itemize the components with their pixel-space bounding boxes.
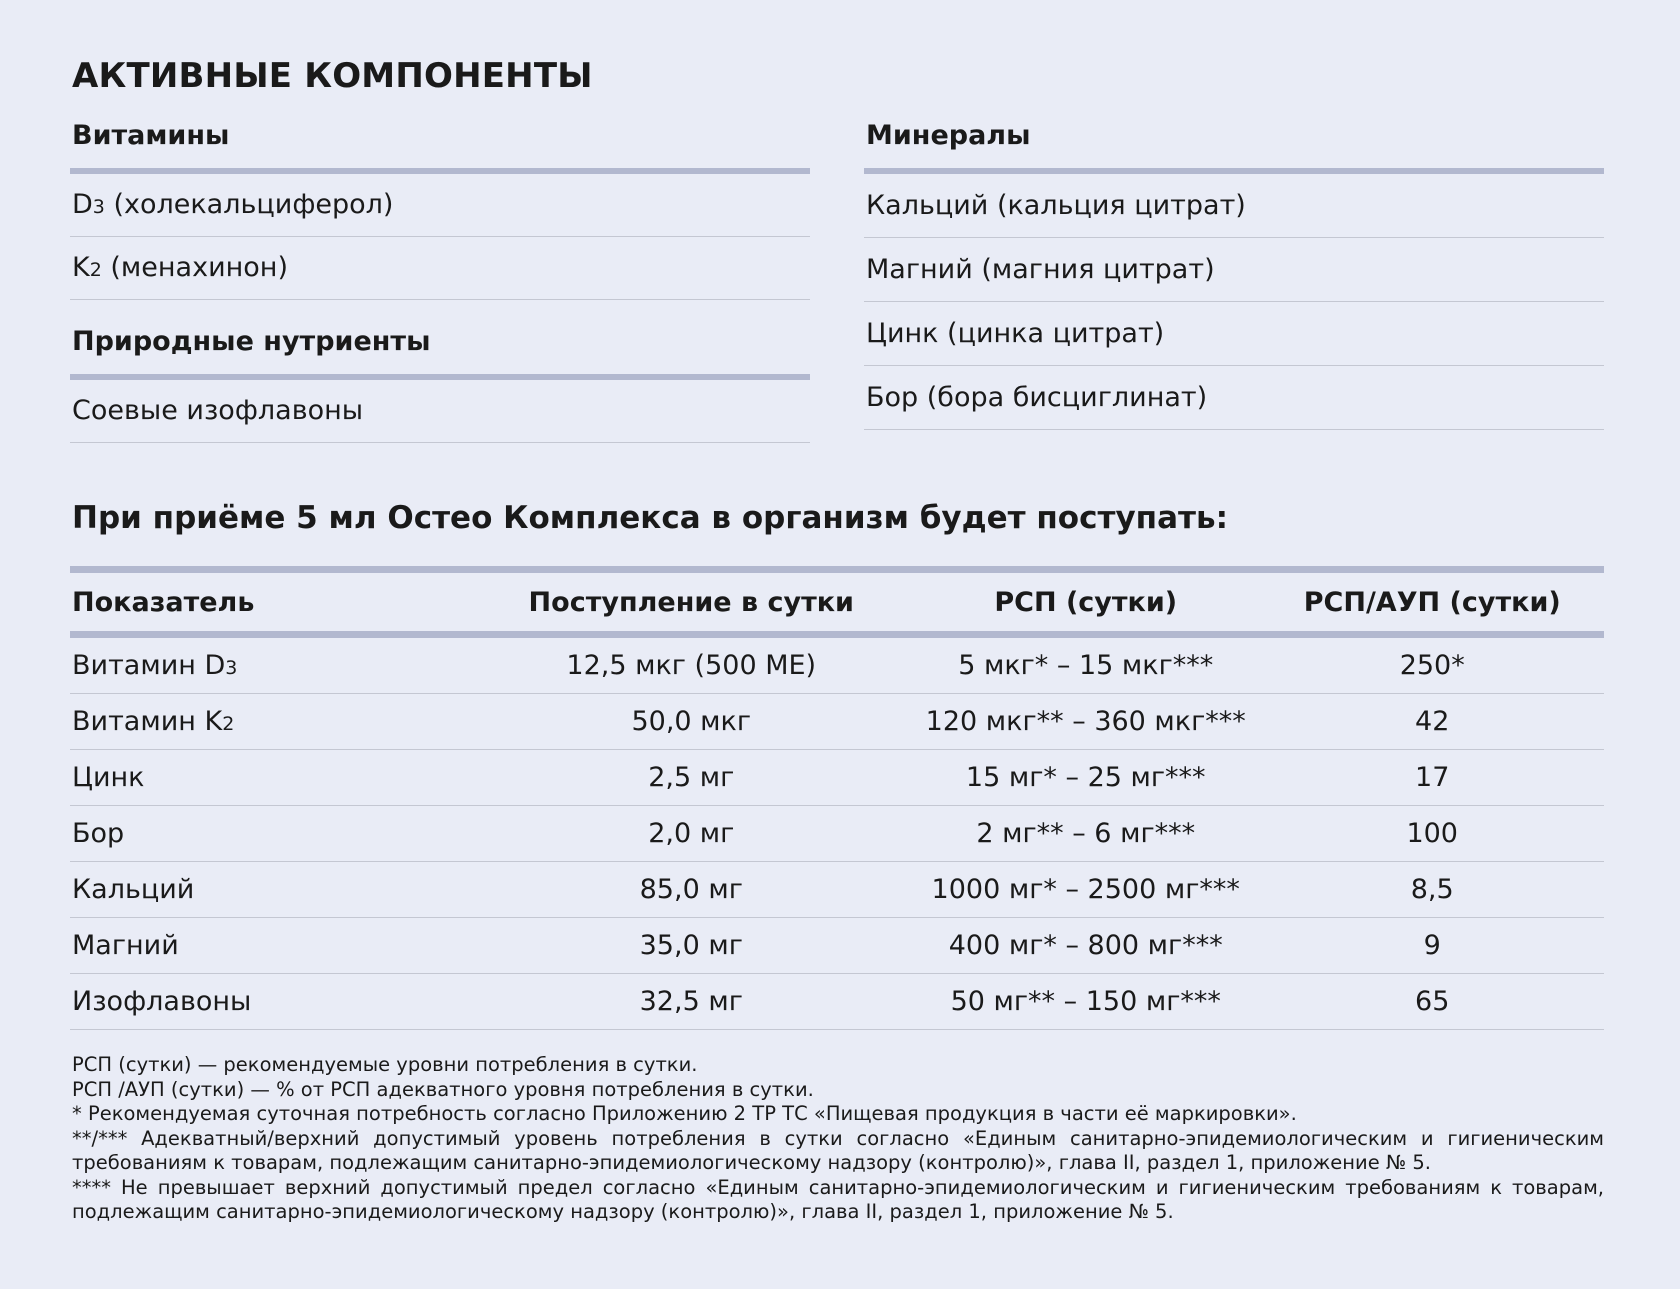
table-row bbox=[70, 862, 1604, 918]
row-rsp: 50 мг** – 150 мг*** bbox=[911, 974, 1260, 1030]
vitamin-k2-item: K2 (менахинон) bbox=[70, 237, 810, 300]
column-header: Поступление в сутки bbox=[472, 570, 911, 635]
row-rsp: 2 мг** – 6 мг*** bbox=[911, 806, 1260, 862]
nutrients-heading: Природные нутриенты bbox=[70, 324, 810, 380]
minerals-heading: Минералы bbox=[864, 118, 1604, 174]
mineral-item: Магний (магния цитрат) bbox=[864, 238, 1604, 302]
footnote: РСП /АУП (сутки) — % от РСП адекватного уровня потребления в сутки. bbox=[72, 1077, 814, 1101]
mineral-item: Бор (бора бисциглинат) bbox=[864, 366, 1604, 430]
row-pct: 42 bbox=[1260, 694, 1604, 750]
left-column bbox=[70, 118, 810, 443]
row-rsp: 120 мкг** – 360 мкг*** bbox=[911, 694, 1260, 750]
footnote: РСП (сутки) — рекомендуемые уровни потребления в сутки. bbox=[72, 1053, 698, 1076]
row-daily: 2,5 мг bbox=[472, 750, 911, 806]
mineral-item: Цинк (цинка цитрат) bbox=[864, 302, 1604, 366]
row-name: Цинк bbox=[70, 750, 472, 806]
row-daily: 2,0 мг bbox=[472, 806, 911, 862]
table-row bbox=[70, 635, 1604, 694]
table-row bbox=[70, 694, 1604, 750]
right-column bbox=[864, 118, 1604, 430]
table-row bbox=[70, 918, 1604, 974]
column-header: РСП/АУП (сутки) bbox=[1260, 570, 1604, 635]
row-pct: 100 bbox=[1260, 806, 1604, 862]
table-row bbox=[70, 974, 1604, 1030]
page-title: АКТИВНЫЕ КОМПОНЕНТЫ bbox=[72, 56, 593, 96]
footnotes bbox=[72, 1053, 1604, 1225]
footnote: **** Не превышает верхний допустимый предел согласно «Единым санитарно-эпидемиологическим и гигиеническим требованиям к товарам, подлежащим санитарно-эпидемиологическому надзору (контролю)», глава II, раздел 1, приложение № 5. bbox=[72, 1175, 1604, 1223]
footnote: **/*** Адекватный/верхний допустимый уровень потребления в сутки согласно «Единым санитарно-эпидемиологическим и гигиеническим требованиям к товарам, подлежащим санитарно-эпидемиологическому надзору (контролю)», глава II, раздел 1, приложение № 5. bbox=[72, 1126, 1604, 1174]
table-header-row bbox=[70, 570, 1604, 635]
row-daily: 12,5 мкг (500 МЕ) bbox=[472, 635, 911, 694]
row-daily: 35,0 мг bbox=[472, 918, 911, 974]
table-row bbox=[70, 806, 1604, 862]
column-header: Показатель bbox=[70, 570, 472, 635]
row-name: Бор bbox=[70, 806, 472, 862]
intake-table bbox=[70, 566, 1604, 1030]
row-pct: 65 bbox=[1260, 974, 1604, 1030]
row-pct: 250* bbox=[1260, 635, 1604, 694]
vitamins-heading: Витамины bbox=[70, 118, 810, 174]
nutrient-item: Соевые изофлавоны bbox=[70, 380, 810, 443]
row-name: Кальций bbox=[70, 862, 472, 918]
row-pct: 17 bbox=[1260, 750, 1604, 806]
column-header: РСП (сутки) bbox=[911, 570, 1260, 635]
row-name: Витамин K2 bbox=[70, 694, 472, 750]
row-rsp: 5 мкг* – 15 мкг*** bbox=[911, 635, 1260, 694]
row-name: Витамин D3 bbox=[70, 635, 472, 694]
row-daily: 85,0 мг bbox=[472, 862, 911, 918]
mineral-item: Кальций (кальция цитрат) bbox=[864, 174, 1604, 238]
intake-heading: При приёме 5 мл Остео Комплекса в организм будет поступать: bbox=[72, 500, 1228, 536]
row-rsp: 15 мг* – 25 мг*** bbox=[911, 750, 1260, 806]
row-daily: 50,0 мкг bbox=[472, 694, 911, 750]
row-rsp: 400 мг* – 800 мг*** bbox=[911, 918, 1260, 974]
table-row bbox=[70, 750, 1604, 806]
row-name: Магний bbox=[70, 918, 472, 974]
row-rsp: 1000 мг* – 2500 мг*** bbox=[911, 862, 1260, 918]
row-pct: 8,5 bbox=[1260, 862, 1604, 918]
footnote: * Рекомендуемая суточная потребность согласно Приложению 2 ТР ТС «Пищевая продукция в части её маркировки». bbox=[72, 1102, 1297, 1125]
vitamin-d3-item: D3 (холекальциферол) bbox=[70, 174, 810, 237]
row-pct: 9 bbox=[1260, 918, 1604, 974]
row-daily: 32,5 мг bbox=[472, 974, 911, 1030]
row-name: Изофлавоны bbox=[70, 974, 472, 1030]
